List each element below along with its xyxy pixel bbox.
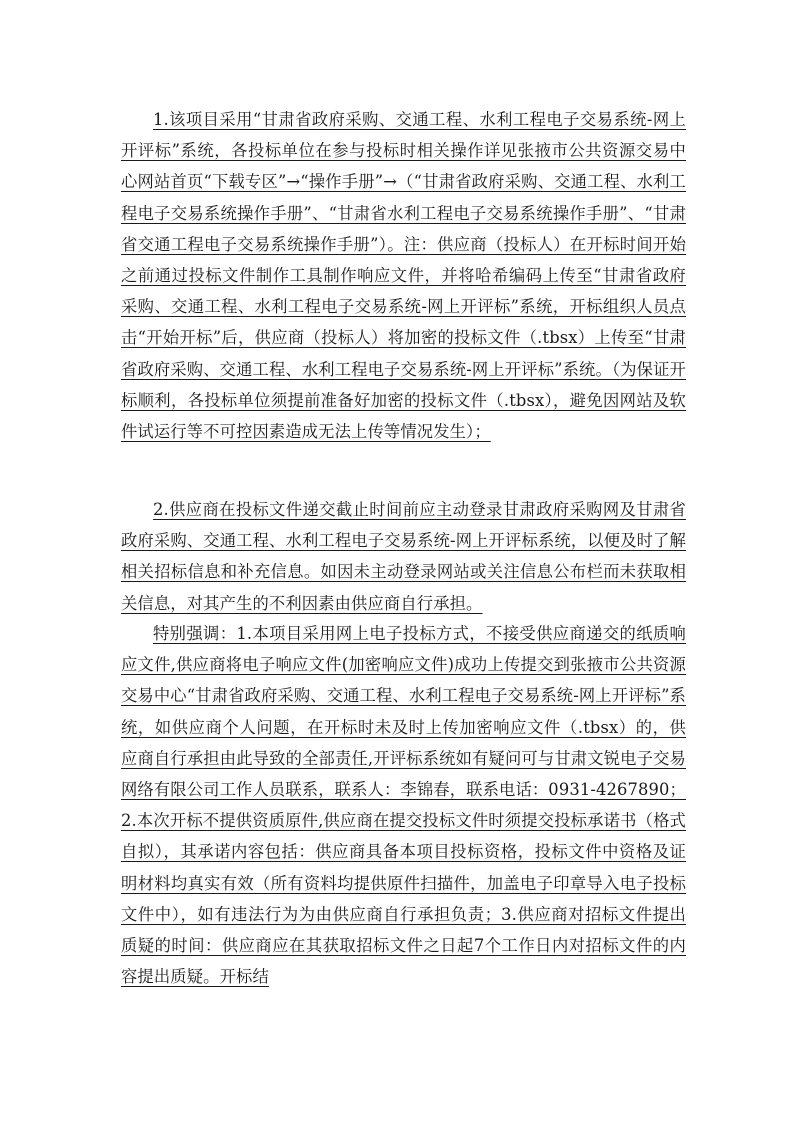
paragraph-online-bidding-system: 1.该项目采用“甘肃省政府采购、交通工程、水利工程电子交易系统-网上开评标”系统，各投标单位在参与投标时相关操作详见张掖市公共资源交易中心网站首页“下载专区”→“操作手册”→（“甘肃省政府采购、交通工程、水利工程电子交易系统操作手册”、“甘肃省水利工程电子交易系统操作手册”、“甘肃省交通工程电子交易系统操作手册”）。注：供应商（投标人）在开标时间开始之前通过投标文件制作工具制作响应文件，并将哈希编码上传至“甘肃省政府采购、交通工程、水利工程电子交易系统-网上开评标”系统，开标组织人员点击“开始开标”后，供应商（投标人）将加密的投标文件（.tbsx）上传至“甘肃省政府采购、交通工程、水利工程电子交易系统-网上开评标”系统。（为保证开标顺利，各投标单位须提前准备好加密的投标文件（.tbsx），避免因网站及软件试运行等不可控因素造成无法上传等情况发生）； [121, 110, 686, 442]
document-body [121, 104, 686, 1023]
paragraph-login-requirement: 2.供应商在投标文件递交截止时间前应主动登录甘肃政府采购网及甘肃省政府采购、交通工程、水利工程电子交易系统-网上开评标系统，以便及时了解相关招标信息和补充信息。如因未主动登录网站或关注信息公布栏而未获取相关信息，对其产生的不利因素由供应商自行承担。 [121, 500, 686, 613]
paragraph-special-emphasis: 特别强调：1.本项目采用网上电子投标方式，不接受供应商递交的纸质响应文件,供应商将电子响应文件(加密响应文件)成功上传提交到张掖市公共资源交易中心“甘肃省政府采购、交通工程、水利工程电子交易系统-网上开评标”系统，如供应商个人问题，在开标时未及时上传加密响应文件（.tbsx）的，供应商自行承担由此导致的全部责任,开评标系统如有疑问可与甘肃文锐电子交易网络有限公司工作人员联系，联系人：李锦春，联系电话：0931-4267890；2.本次开标不提供资质原件,供应商在提交投标文件时须提交投标承诺书（格式自拟），其承诺内容包括：供应商具备本项目投标资格，投标文件中资格及证明材料均真实有效（所有资料均提供原件扫描件，加盖电子印章导入电子投标文件中），如有违法行为为由供应商自行承担负责；3.供应商对招标文件提出质疑的时间：供应商应在其获取招标文件之日起7个工作日内对招标文件的内容提出质疑。开标结 [121, 624, 686, 987]
